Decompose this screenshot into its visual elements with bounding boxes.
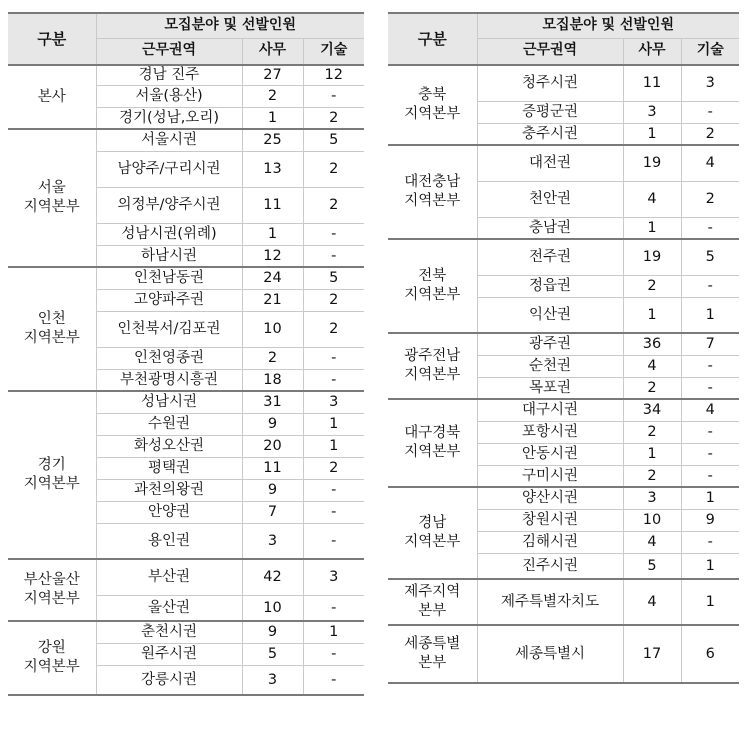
tech-count-cell: - (681, 465, 739, 487)
tech-count-cell: 2 (303, 107, 364, 129)
office-count-cell: 34 (623, 399, 681, 421)
region-cell: 본사 (8, 65, 96, 129)
tech-count-cell: 2 (303, 457, 364, 479)
area-cell: 수원권 (96, 413, 242, 435)
office-count-cell: 2 (623, 377, 681, 399)
tech-count-cell: - (303, 595, 364, 621)
area-cell: 평택권 (96, 457, 242, 479)
office-count-cell: 2 (623, 465, 681, 487)
table-row (8, 391, 364, 413)
office-count-cell: 1 (623, 123, 681, 145)
tech-count-cell: 1 (303, 435, 364, 457)
tech-count-cell: - (681, 421, 739, 443)
office-count-cell: 10 (242, 595, 303, 621)
table-row (388, 625, 739, 683)
area-cell: 남양주/구리시권 (96, 151, 242, 187)
office-count-cell: 1 (242, 107, 303, 129)
area-cell: 부산권 (96, 559, 242, 595)
area-cell: 경남 진주 (96, 65, 242, 85)
office-count-cell: 19 (623, 239, 681, 275)
tech-count-cell: - (303, 369, 364, 391)
tech-count-cell: 5 (303, 129, 364, 151)
tech-count-cell: 1 (303, 413, 364, 435)
table-row (8, 129, 364, 151)
tech-count-cell: 12 (303, 65, 364, 85)
area-cell: 인천남동권 (96, 267, 242, 289)
tech-count-cell: 9 (681, 509, 739, 531)
tech-count-cell: 1 (681, 579, 739, 625)
office-count-cell: 25 (242, 129, 303, 151)
area-cell: 울산권 (96, 595, 242, 621)
office-count-cell: 31 (242, 391, 303, 413)
office-count-cell: 4 (623, 355, 681, 377)
area-cell: 대구시권 (477, 399, 623, 421)
region-cell: 경기 지역본부 (8, 391, 96, 559)
region-cell: 대전충남 지역본부 (388, 145, 477, 239)
office-count-cell: 11 (242, 457, 303, 479)
area-cell: 서울시권 (96, 129, 242, 151)
region-cell: 인천 지역본부 (8, 267, 96, 391)
area-cell: 경기(성남,오리) (96, 107, 242, 129)
tech-count-cell: 7 (681, 333, 739, 355)
office-count-cell: 19 (623, 145, 681, 181)
tech-count-cell: 2 (303, 311, 364, 347)
office-count-cell: 42 (242, 559, 303, 595)
region-cell: 강원 지역본부 (8, 621, 96, 695)
table-row (388, 579, 739, 625)
area-cell: 포항시권 (477, 421, 623, 443)
office-count-cell: 27 (242, 65, 303, 85)
region-cell: 세종특별 본부 (388, 625, 477, 683)
tech-count-cell: - (303, 223, 364, 245)
office-count-cell: 2 (242, 85, 303, 107)
area-cell: 전주권 (477, 239, 623, 275)
tech-count-cell: - (681, 377, 739, 399)
office-count-cell: 3 (623, 101, 681, 123)
area-cell: 목포권 (477, 377, 623, 399)
area-cell: 제주특별자치도 (477, 579, 623, 625)
tech-count-cell: - (303, 85, 364, 107)
office-count-cell: 18 (242, 369, 303, 391)
office-count-cell: 9 (242, 621, 303, 643)
office-count-cell: 3 (623, 487, 681, 509)
header-division: 구분 (388, 13, 477, 65)
office-count-cell: 9 (242, 479, 303, 501)
area-cell: 익산권 (477, 297, 623, 333)
left-recruitment-table (8, 12, 364, 696)
office-count-cell: 20 (242, 435, 303, 457)
tech-count-cell: - (681, 275, 739, 297)
office-count-cell: 4 (623, 181, 681, 217)
tech-count-cell: - (303, 523, 364, 559)
table-row (8, 621, 364, 643)
tech-count-cell: 1 (303, 621, 364, 643)
tech-count-cell: 2 (303, 289, 364, 311)
area-cell: 성남시권(위례) (96, 223, 242, 245)
area-cell: 화성오산권 (96, 435, 242, 457)
tech-count-cell: - (303, 347, 364, 369)
office-count-cell: 17 (623, 625, 681, 683)
area-cell: 과천의왕권 (96, 479, 242, 501)
header-recruitment: 모집분야 및 선발인원 (96, 13, 364, 38)
region-cell: 부산울산 지역본부 (8, 559, 96, 621)
office-count-cell: 2 (242, 347, 303, 369)
tech-count-cell: 2 (681, 123, 739, 145)
tech-count-cell: 1 (681, 487, 739, 509)
office-count-cell: 5 (242, 643, 303, 665)
header-work-area: 근무권역 (96, 38, 242, 65)
office-count-cell: 1 (623, 217, 681, 239)
area-cell: 성남시권 (96, 391, 242, 413)
tech-count-cell: 5 (681, 239, 739, 275)
area-cell: 인천북서/김포권 (96, 311, 242, 347)
area-cell: 창원시권 (477, 509, 623, 531)
region-cell: 서울 지역본부 (8, 129, 96, 267)
office-count-cell: 21 (242, 289, 303, 311)
area-cell: 부천광명시흥권 (96, 369, 242, 391)
office-count-cell: 2 (623, 421, 681, 443)
tech-count-cell: - (681, 531, 739, 553)
office-count-cell: 36 (623, 333, 681, 355)
tech-count-cell: 1 (681, 553, 739, 579)
area-cell: 순천권 (477, 355, 623, 377)
office-count-cell: 13 (242, 151, 303, 187)
tech-count-cell: 5 (303, 267, 364, 289)
tech-count-cell: - (681, 101, 739, 123)
office-count-cell: 11 (623, 65, 681, 101)
header-tech: 기술 (681, 38, 739, 65)
header-office: 사무 (623, 38, 681, 65)
area-cell: 원주시권 (96, 643, 242, 665)
region-cell: 경남 지역본부 (388, 487, 477, 579)
office-count-cell: 4 (623, 531, 681, 553)
area-cell: 의정부/양주시권 (96, 187, 242, 223)
table-row (8, 267, 364, 289)
right-table-body (388, 65, 739, 683)
area-cell: 춘천시권 (96, 621, 242, 643)
header-office: 사무 (242, 38, 303, 65)
tech-count-cell: 2 (303, 151, 364, 187)
area-cell: 증평군권 (477, 101, 623, 123)
area-cell: 양산시권 (477, 487, 623, 509)
header-tech: 기술 (303, 38, 364, 65)
area-cell: 안양권 (96, 501, 242, 523)
area-cell: 김해시권 (477, 531, 623, 553)
table-row (388, 65, 739, 101)
area-cell: 안동시권 (477, 443, 623, 465)
area-cell: 용인권 (96, 523, 242, 559)
area-cell: 고양파주권 (96, 289, 242, 311)
region-cell: 제주지역 본부 (388, 579, 477, 625)
right-recruitment-table (388, 12, 739, 684)
table-row (388, 399, 739, 421)
office-count-cell: 9 (242, 413, 303, 435)
office-count-cell: 4 (623, 579, 681, 625)
office-count-cell: 10 (623, 509, 681, 531)
office-count-cell: 1 (623, 297, 681, 333)
area-cell: 충주시권 (477, 123, 623, 145)
office-count-cell: 11 (242, 187, 303, 223)
table-row (388, 333, 739, 355)
area-cell: 대전권 (477, 145, 623, 181)
office-count-cell: 3 (242, 523, 303, 559)
office-count-cell: 10 (242, 311, 303, 347)
tech-count-cell: 2 (303, 187, 364, 223)
tech-count-cell: - (303, 245, 364, 267)
tech-count-cell: - (681, 355, 739, 377)
area-cell: 강릉시권 (96, 665, 242, 695)
area-cell: 구미시권 (477, 465, 623, 487)
table-row (8, 559, 364, 595)
tech-count-cell: - (681, 217, 739, 239)
office-count-cell: 1 (623, 443, 681, 465)
office-count-cell: 24 (242, 267, 303, 289)
region-cell: 전북 지역본부 (388, 239, 477, 333)
left-table-body (8, 65, 364, 695)
office-count-cell: 5 (623, 553, 681, 579)
tech-count-cell: 3 (303, 559, 364, 595)
header-work-area: 근무권역 (477, 38, 623, 65)
office-count-cell: 1 (242, 223, 303, 245)
tech-count-cell: - (303, 501, 364, 523)
area-cell: 하남시권 (96, 245, 242, 267)
tech-count-cell: 4 (681, 145, 739, 181)
area-cell: 서울(용산) (96, 85, 242, 107)
header-division: 구분 (8, 13, 96, 65)
area-cell: 인천영종권 (96, 347, 242, 369)
area-cell: 광주권 (477, 333, 623, 355)
tech-count-cell: 3 (303, 391, 364, 413)
office-count-cell: 3 (242, 665, 303, 695)
area-cell: 충남권 (477, 217, 623, 239)
header-recruitment: 모집분야 및 선발인원 (477, 13, 739, 38)
region-cell: 대구경북 지역본부 (388, 399, 477, 487)
area-cell: 정읍권 (477, 275, 623, 297)
region-cell: 충북 지역본부 (388, 65, 477, 145)
region-cell: 광주전남 지역본부 (388, 333, 477, 399)
area-cell: 천안권 (477, 181, 623, 217)
tech-count-cell: - (303, 479, 364, 501)
office-count-cell: 7 (242, 501, 303, 523)
table-row (388, 239, 739, 275)
table-row (388, 487, 739, 509)
tech-count-cell: 2 (681, 181, 739, 217)
tech-count-cell: 6 (681, 625, 739, 683)
office-count-cell: 2 (623, 275, 681, 297)
table-row (388, 145, 739, 181)
tech-count-cell: 4 (681, 399, 739, 421)
tech-count-cell: 3 (681, 65, 739, 101)
table-row (8, 65, 364, 85)
tech-count-cell: - (681, 443, 739, 465)
area-cell: 진주시권 (477, 553, 623, 579)
office-count-cell: 12 (242, 245, 303, 267)
area-cell: 청주시권 (477, 65, 623, 101)
tech-count-cell: - (303, 665, 364, 695)
tech-count-cell: 1 (681, 297, 739, 333)
area-cell: 세종특별시 (477, 625, 623, 683)
tech-count-cell: - (303, 643, 364, 665)
